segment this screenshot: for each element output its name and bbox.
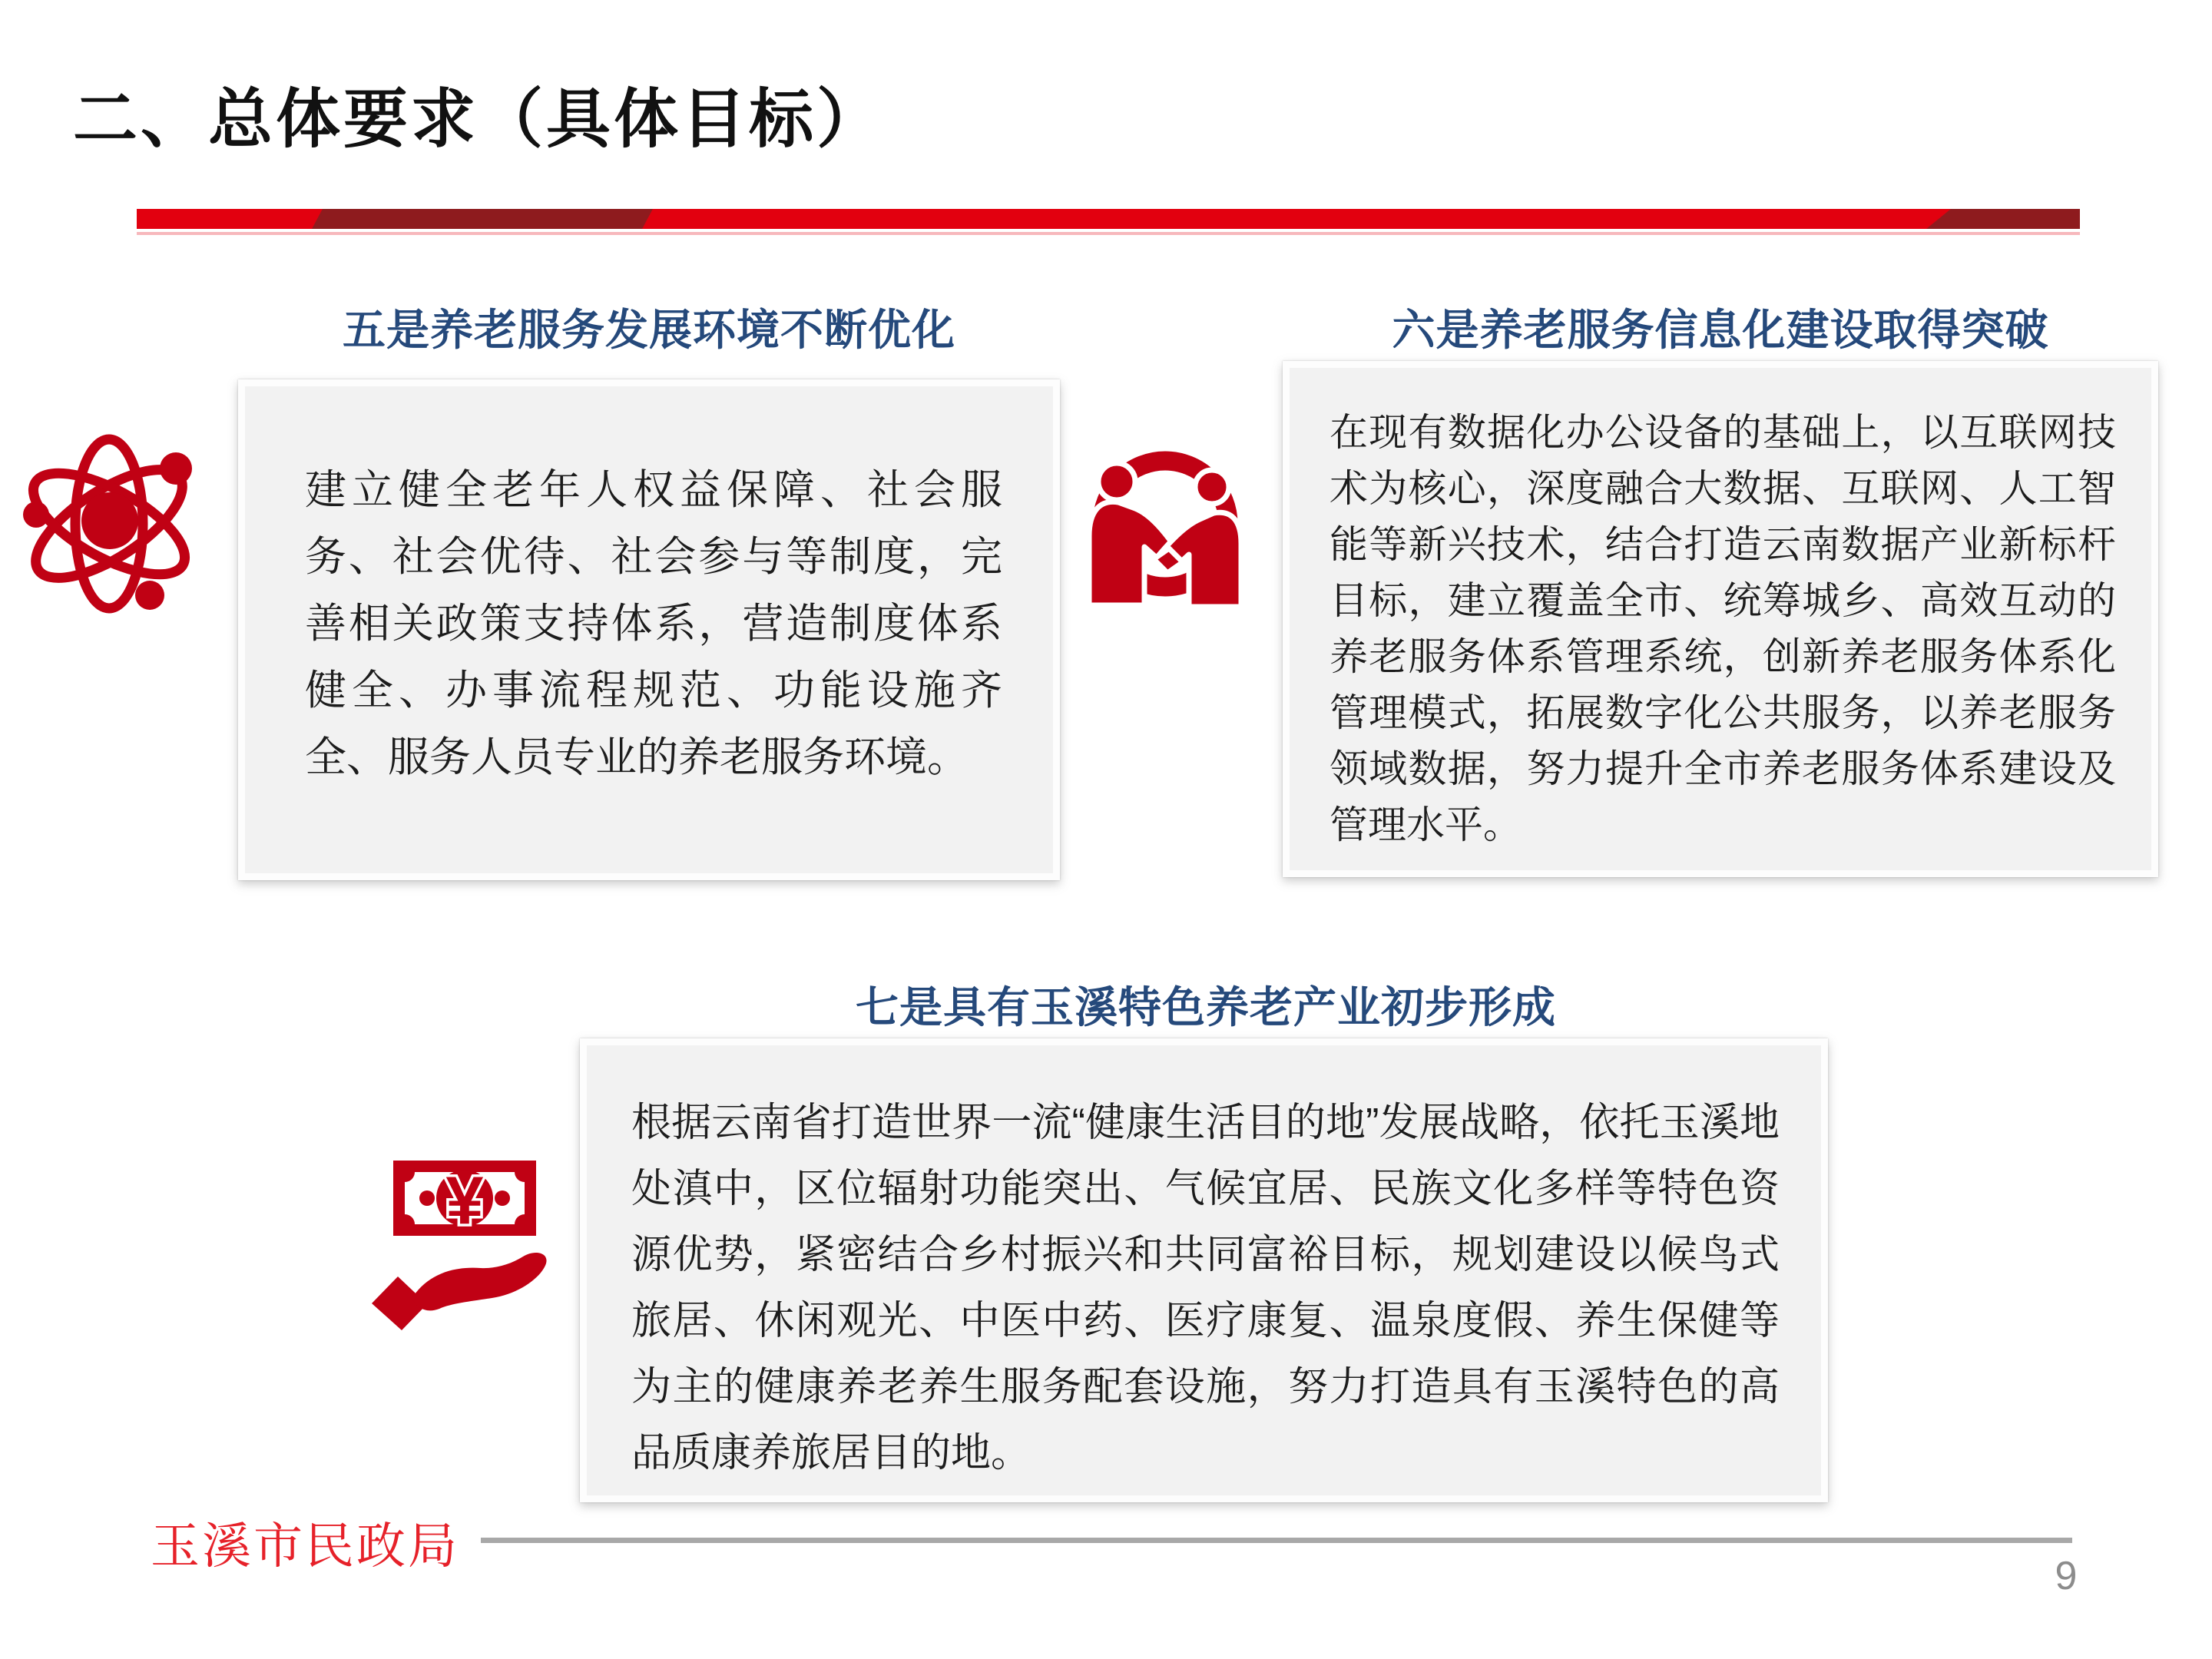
footer-divider-line	[481, 1538, 2072, 1543]
section-body-five: 建立健全老年人权益保障、社会服务、社会优待、社会参与等制度，完善相关政策支持体系，营造制度体系健全、办事流程规范、功能设施齐全、服务人员专业的养老服务环境。	[305, 467, 1002, 780]
info-card-seven	[580, 1038, 1828, 1502]
section-body-seven: 根据云南省打造世界一流“健康生活目的地”发展战略，依托玉溪地处滇中，区位辐射功能突出、气候宜居、民族文化多样等特色资源优势，紧密结合乡村振兴和共同富裕目标，规划建设以候鸟式旅居、休闲观光、中医中药、医疗康复、温泉度假、养生保健等为主的健康养老养生服务配套设施，努力打造具有玉溪特色的高品质康养旅居目的地。	[631, 1101, 1780, 1475]
atom-icon	[17, 430, 201, 614]
accent-bar-dark-endcap	[1926, 209, 2080, 229]
section-heading-six: 六是养老服务信息化建设取得突破	[1392, 306, 2049, 354]
money-in-hand-icon	[367, 1156, 561, 1331]
handshake-icon	[1069, 445, 1261, 614]
section-body-six: 在现有数据化办公设备的基础上，以互联网技术为核心，深度融合大数据、互联网、人工智能等新兴技术，结合打造云南数据产业新标杆目标，建立覆盖全市、统筹城乡、高效互动的养老服务体系管理系统，创新养老服务体系化管理模式，拓展数字化公共服务，以养老服务领域数据，努力提升全市养老服务体系建设及管理水平。	[1330, 411, 2116, 846]
page-number: 9	[2055, 1554, 2078, 1598]
section-heading-seven: 七是具有玉溪特色养老产业初步形成	[856, 983, 1556, 1031]
info-card-five	[238, 379, 1060, 880]
accent-bar-dark-segment	[312, 209, 653, 229]
info-card-six	[1283, 361, 2158, 877]
section-heading-five: 五是养老服务发展环境不断优化	[343, 306, 955, 354]
title-accent-bar	[137, 209, 2080, 229]
accent-bar-underline	[137, 232, 2080, 235]
page-title: 二、总体要求（具体目标）	[73, 83, 885, 155]
footer-organization: 玉溪市民政局	[151, 1518, 459, 1574]
svg-text:¥: ¥	[445, 1162, 484, 1238]
